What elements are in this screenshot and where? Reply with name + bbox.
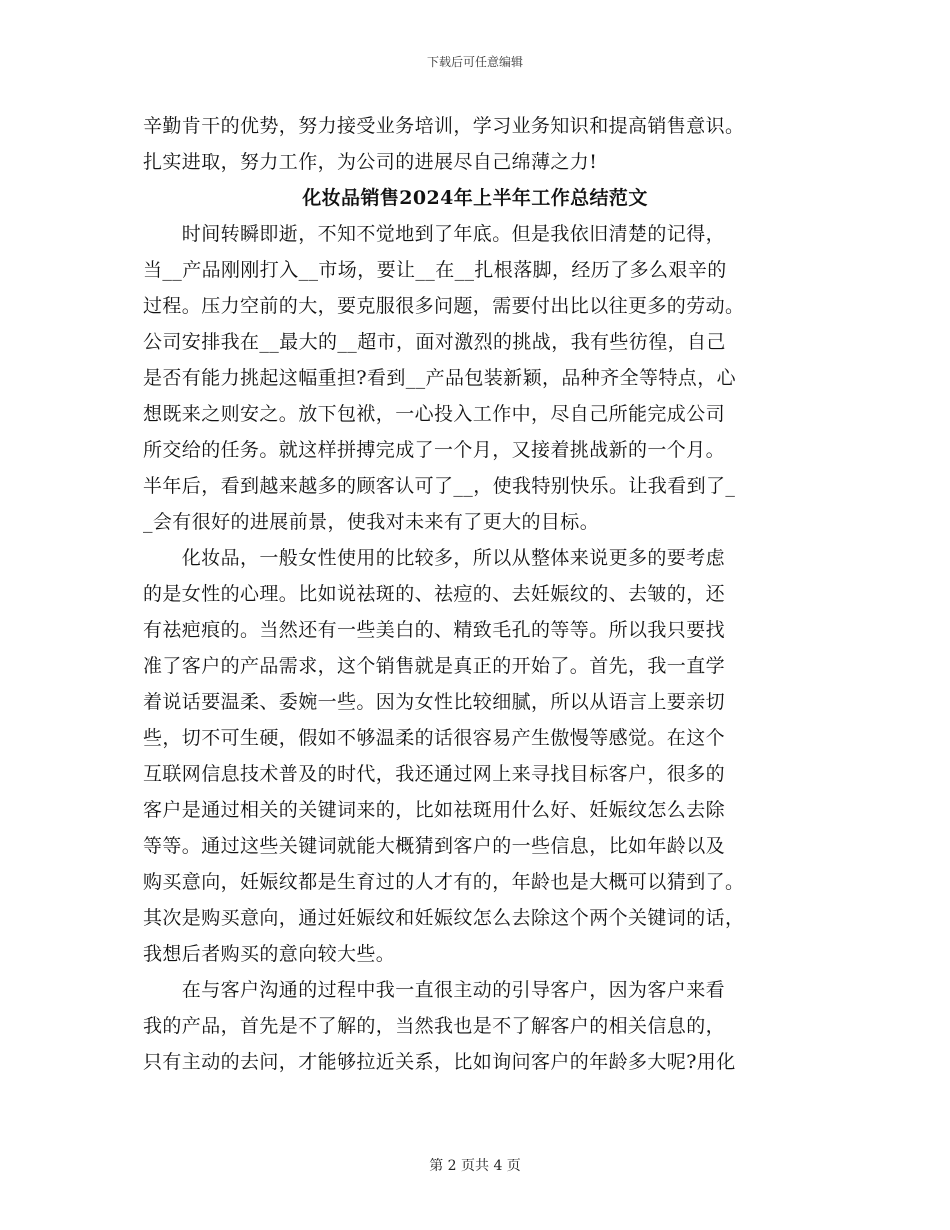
body-line: 只有主动的去问，才能够拉近关系，比如询问客户的年龄多大呢?用化 [143,1051,736,1073]
body-line: 准了客户的产品需求，这个销售就是真正的开始了。首先，我一直学 [143,655,726,677]
page-footer: 第 2 页共 4 页 [429,1158,521,1174]
body-line: 的是女性的心理。比如说祛斑的、祛痘的、去妊娠纹的、去皱的，还 [143,583,726,605]
page-header: 下载后可任意编辑 [426,55,523,69]
body-line: 有祛疤痕的。当然还有一些美白的、精致毛孔的等等。所以我只要找 [143,619,726,641]
body-line: 我的产品，首先是不了解的，当然我也是不了解客户的相关信息的， [143,1015,726,1037]
body-line: 购买意向，妊娠纹都是生育过的人才有的，年龄也是大概可以猜到了。 [143,871,745,893]
body-line: 互联网信息技术普及的时代，我还通过网上来寻找目标客户，很多的 [143,763,726,785]
body-line: 半年后，看到越来越多的顾客认可了__，使我特别快乐。让我看到了_ [143,475,736,497]
body-line: 公司安排我在__最大的__超市，面对激烈的挑战，我有些彷徨，自己 [143,331,726,353]
body-line: 客户是通过相关的关键词来的，比如祛斑用什么好、妊娠纹怎么去除 [143,799,726,821]
document-body [143,108,807,1080]
body-line: 时间转瞬即逝，不知不觉地到了年底。但是我依旧清楚的记得， [143,223,726,245]
body-line: 其次是购买意向，通过妊娠纹和妊娠纹怎么去除这个两个关键词的话， [143,907,745,929]
body-line: 等等。通过这些关键词就能大概猜到客户的一些信息，比如年龄以及 [143,835,726,857]
body-line: 想既来之则安之。放下包袱，一心投入工作中，尽自己所能完成公司 [143,403,726,425]
body-line: 当__产品刚刚打入__市场，要让__在__扎根落脚，经历了多么艰辛的 [143,259,727,281]
body-line: 些，切不可生硬，假如不够温柔的话很容易产生傲慢等感觉。在这个 [143,727,726,749]
body-line: 是否有能力挑起这幅重担?看到__产品包装新颖，品种齐全等特点，心 [143,367,736,389]
body-line: 辛勤肯干的优势，努力接受业务培训，学习业务知识和提高销售意识。 [143,115,745,137]
body-line: 我想后者购买的意向较大些。 [143,943,396,965]
body-line: 扎实进取，努力工作，为公司的进展尽自己绵薄之力! [143,151,598,173]
body-line: 在与客户沟通的过程中我一直很主动的引导客户，因为客户来看 [143,979,726,1001]
body-line: 过程。压力空前的大，要克服很多问题，需要付出比以往更多的劳动。 [143,295,745,317]
section-title: 化妆品销售2024年上半年工作总结范文 [302,187,648,209]
body-line: 化妆品，一般女性使用的比较多，所以从整体来说更多的要考虑 [143,547,726,569]
body-line: _会有很好的进展前景，使我对未来有了更大的目标。 [143,511,600,533]
body-line: 所交给的任务。就这样拼搏完成了一个月，又接着挑战新的一个月。 [143,439,726,461]
body-line: 着说话要温柔、委婉一些。因为女性比较细腻，所以从语言上要亲切 [143,691,726,713]
